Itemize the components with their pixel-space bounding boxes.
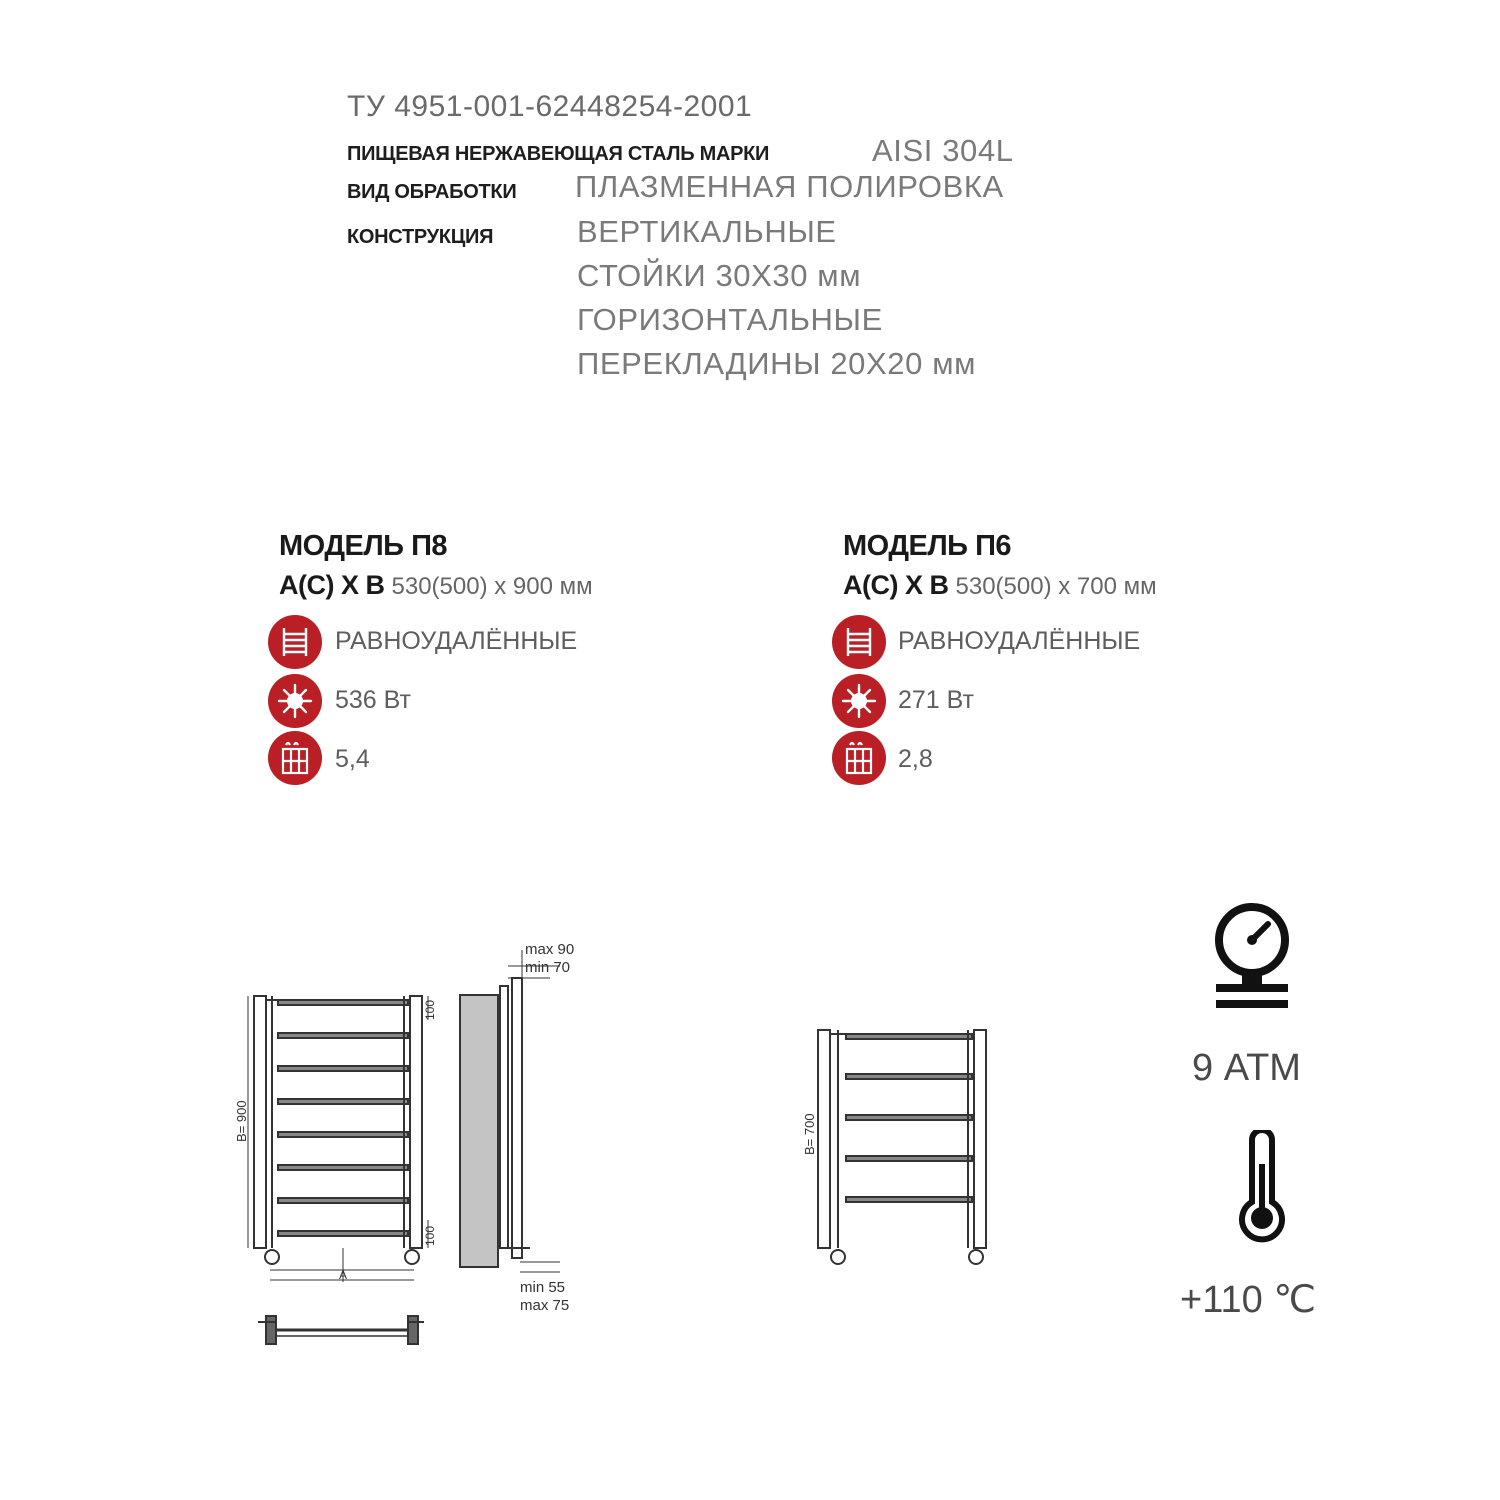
p8-side-view	[460, 950, 560, 1272]
model-dims-label: A(C) X B	[843, 570, 949, 600]
pressure-value: 9 АТМ	[1192, 1047, 1301, 1089]
temperature-value: +110 ℃	[1180, 1279, 1317, 1321]
processing-label: ВИД ОБРАБОТКИ	[347, 181, 517, 203]
p8-width-label: A	[339, 1268, 348, 1282]
sections-text: 5,4	[335, 745, 370, 773]
p8-front-view	[248, 996, 428, 1282]
p8-bottom-offset: 100	[423, 1225, 437, 1246]
steel-value: AISI 304L	[872, 133, 1014, 168]
construction-line: ВЕРТИКАЛЬНЫЕ	[577, 214, 837, 249]
model-dims-label: A(C) X B	[279, 570, 385, 600]
construction-line: ГОРИЗОНТАЛЬНЫЕ	[577, 302, 883, 337]
model-title: МОДЕЛЬ П8	[279, 530, 448, 562]
steel-label: ПИЩЕВАЯ НЕРЖАВЕЮЩАЯ СТАЛЬ МАРКИ	[347, 143, 770, 165]
sections-text: 2,8	[898, 745, 933, 773]
p8-height-label: B= 900	[234, 1100, 249, 1142]
rungs-text: РАВНОУДАЛЁННЫЕ	[335, 627, 578, 655]
model-dims-value: 530(500) x 700 мм	[955, 573, 1157, 600]
power-text: 536 Вт	[335, 686, 411, 714]
model-dims-value: 530(500) x 900 мм	[391, 573, 593, 600]
p8-wall-top-min: min 70	[525, 959, 571, 976]
rungs-text: РАВНОУДАЛЁННЫЕ	[898, 627, 1141, 655]
construction-line: СТОЙКИ 30X30 мм	[577, 258, 862, 293]
p8-top-view	[258, 1316, 424, 1344]
p8-wall-bottom-max: max 75	[520, 1297, 570, 1314]
p6-height-label: B= 700	[802, 1113, 817, 1155]
p6-front-view	[818, 1030, 986, 1264]
p8-wall-bottom-min: min 55	[520, 1279, 566, 1296]
p8-wall-top-max: max 90	[525, 941, 575, 958]
pressure-gauge-icon	[1210, 900, 1300, 1015]
power-text: 271 Вт	[898, 686, 974, 714]
construction-line: ПЕРЕКЛАДИНЫ 20X20 мм	[577, 346, 977, 381]
tu-code: ТУ 4951-001-62448254-2001	[347, 90, 753, 123]
processing-value: ПЛАЗМЕННАЯ ПОЛИРОВКА	[575, 169, 1004, 204]
construction-label: КОНСТРУКЦИЯ	[347, 226, 494, 248]
thermometer-icon	[1238, 1130, 1288, 1245]
model-title: МОДЕЛЬ П6	[843, 530, 1012, 562]
p8-top-offset: 100	[423, 999, 437, 1020]
